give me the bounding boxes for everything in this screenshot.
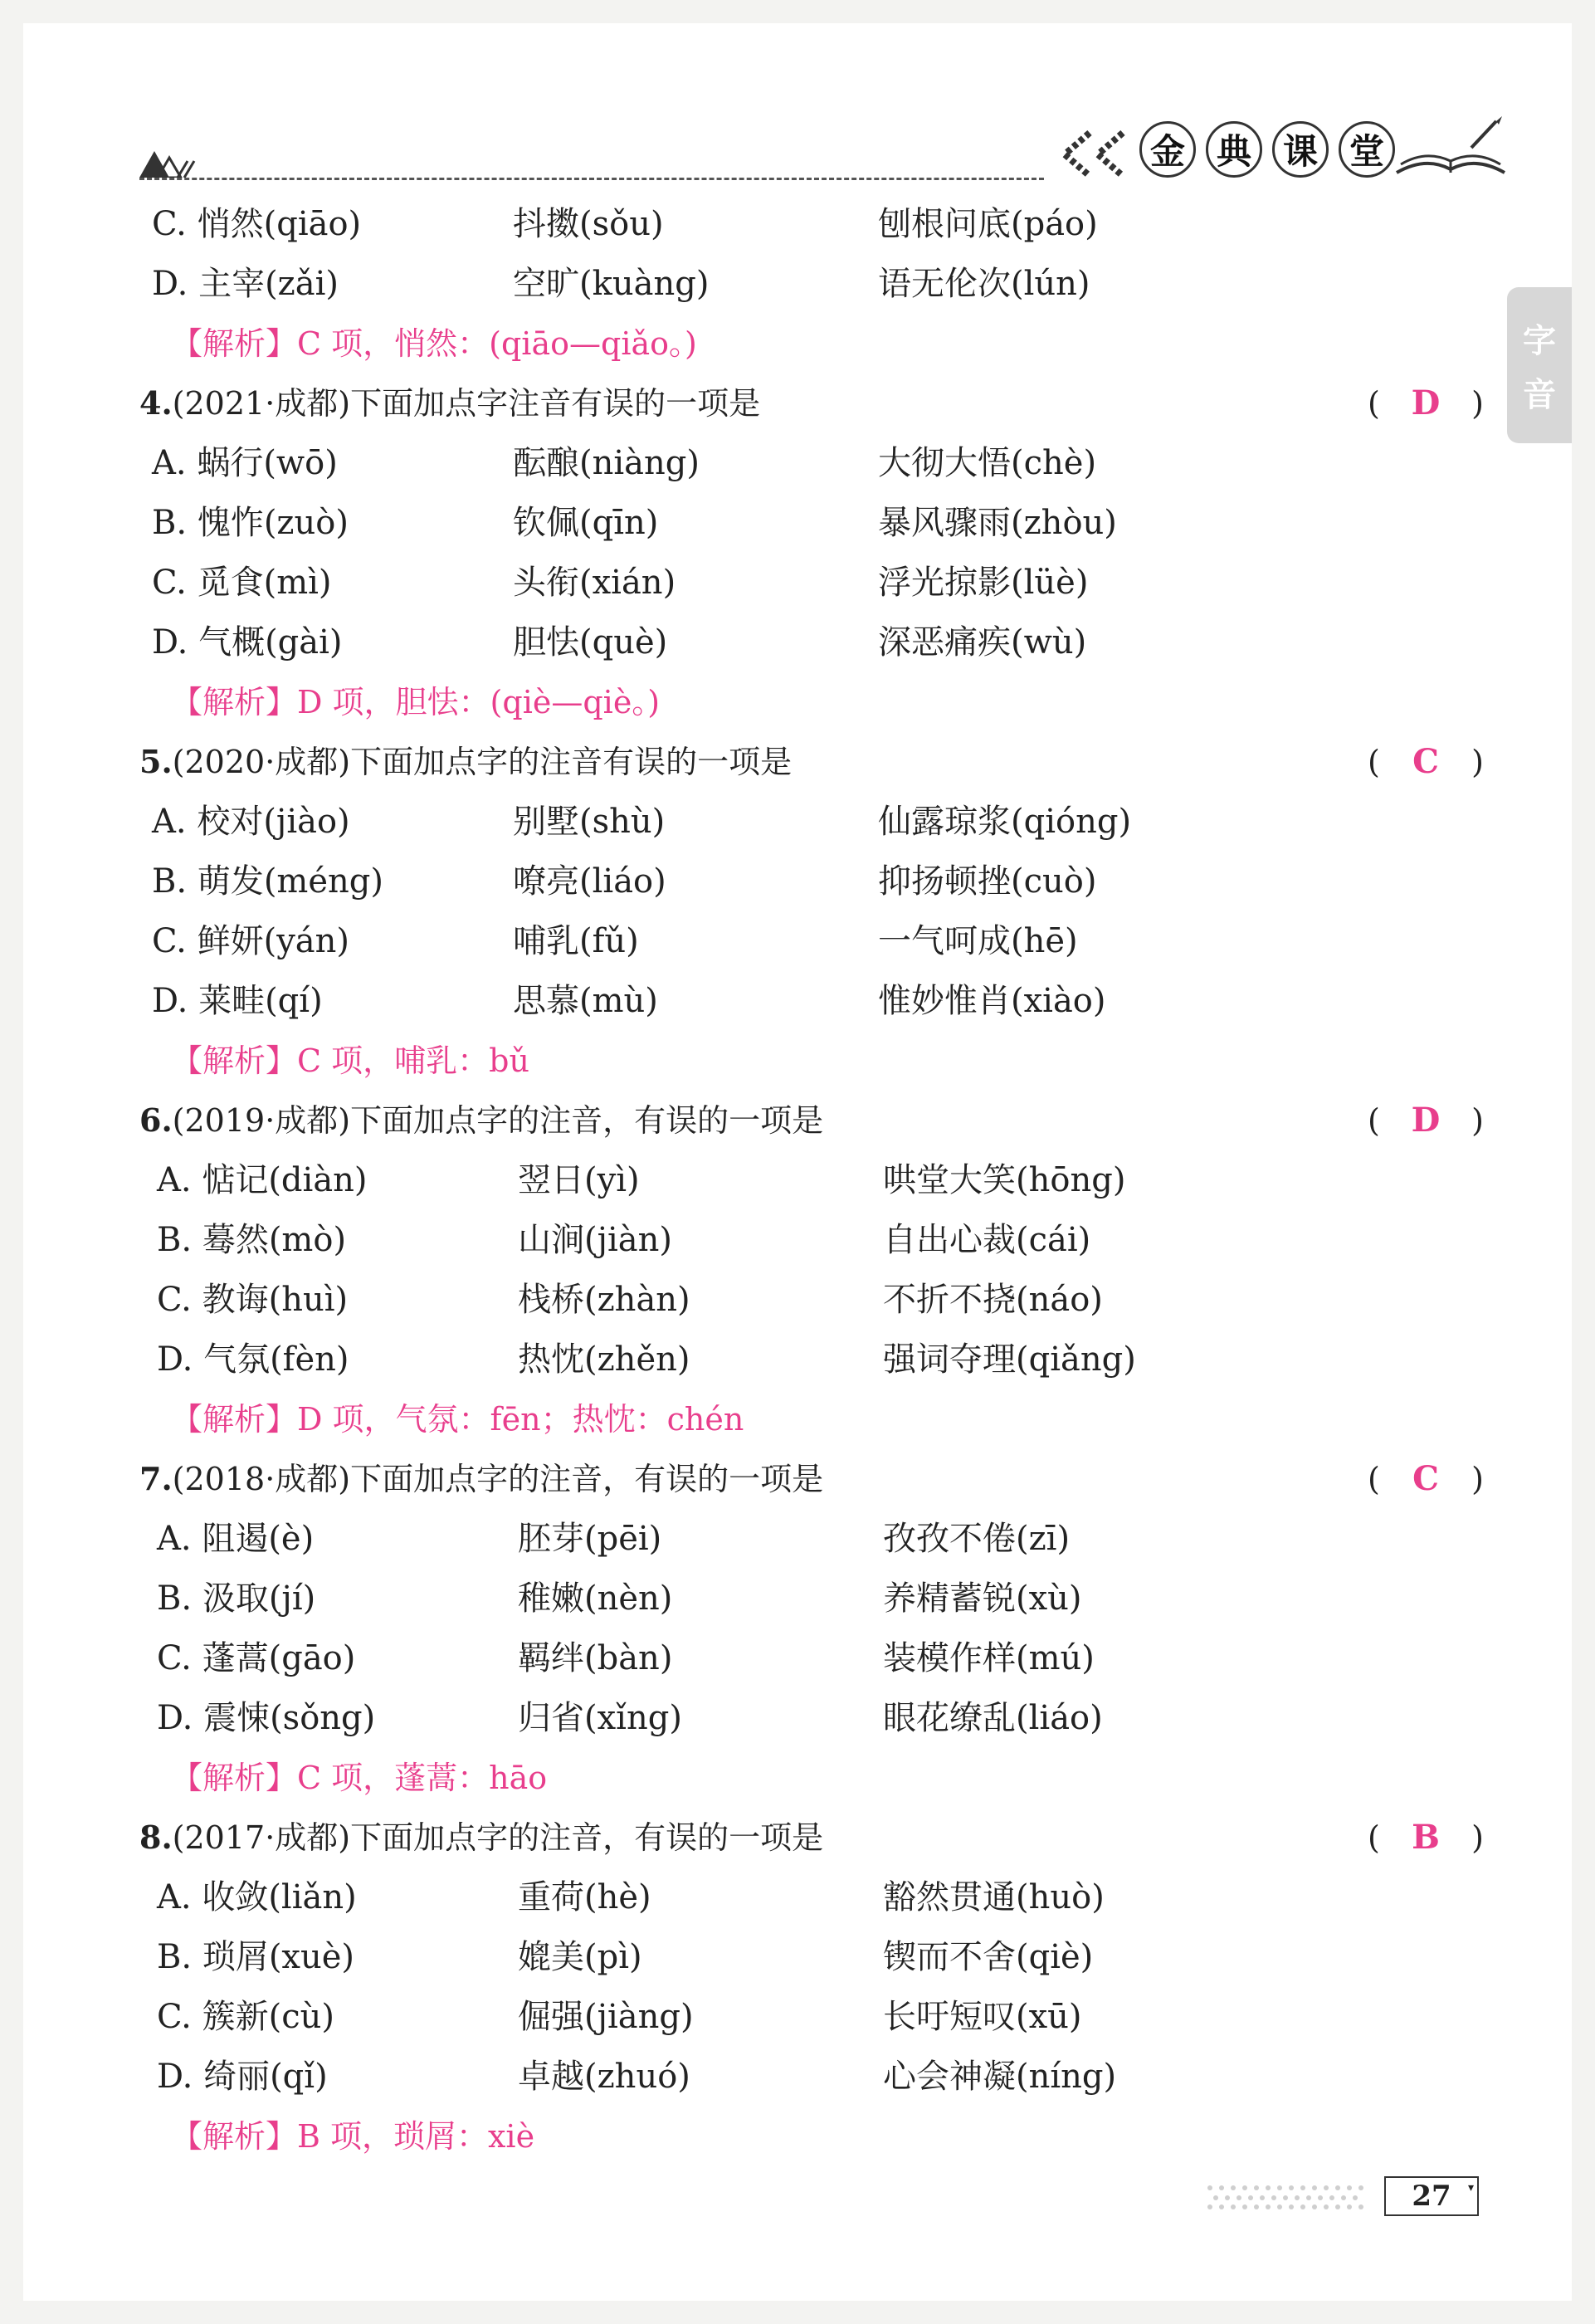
option-item: C. 簇新(cù) <box>157 1998 334 2036</box>
option-item: A. 蜗行(wō) <box>152 444 338 482</box>
option-item: 装模作样(mú) <box>883 1639 1095 1677</box>
answer-bracket <box>1368 1813 1484 1863</box>
option-item: 卓越(zhuó) <box>518 2058 690 2096</box>
option-item: B. 萌发(méng) <box>152 862 384 901</box>
option-item: 归省(xǐng) <box>518 1699 682 1737</box>
option-item: C. 觅食(mì) <box>152 564 332 602</box>
option-item: 强词夺理(qiǎng) <box>883 1340 1136 1379</box>
option-item: B. 愧怍(zuò) <box>152 504 349 542</box>
answer-letter: C <box>1412 742 1439 781</box>
option-item: D. 气氛(fèn) <box>157 1340 349 1379</box>
answer-bracket <box>1368 737 1484 787</box>
option-item: 胚芽(pēi) <box>518 1520 662 1558</box>
bracket-close: ) <box>1471 744 1484 780</box>
bracket-open: ( <box>1368 744 1380 780</box>
corner-mark-icon: ▾ <box>1467 2181 1474 2195</box>
answer-bracket <box>1368 378 1484 428</box>
option-item: 一气呵成(hē) <box>878 922 1078 960</box>
option-item: 仙露琼浆(qióng) <box>878 803 1132 841</box>
open-book-icon <box>1393 115 1509 181</box>
bracket-open: ( <box>1368 1102 1380 1139</box>
option-item: 暴风骤雨(zhòu) <box>878 504 1117 542</box>
answer-letter: C <box>1412 1459 1439 1498</box>
option-item: D. 莱畦(qí) <box>152 982 323 1020</box>
option-item: 重荷(hè) <box>518 1878 651 1916</box>
option-item: 心会神凝(níng) <box>883 2058 1117 2096</box>
option-item: 倔强(jiàng) <box>518 1998 694 2036</box>
option-item: 哺乳(fǔ) <box>513 922 639 960</box>
bracket-open: ( <box>1368 1461 1380 1497</box>
option-item: 别墅(shù) <box>513 803 666 841</box>
option-item: 豁然贯通(huò) <box>883 1878 1105 1916</box>
side-tab-char: 字 <box>1523 321 1556 360</box>
option-item: 抑扬顿挫(cuò) <box>878 862 1097 901</box>
question-number: 7. <box>139 1460 173 1497</box>
brand-char: 课 <box>1272 121 1329 178</box>
option-item: C. 悄然(qiāo) <box>152 205 362 243</box>
header-dashed-rule <box>139 178 1044 180</box>
bracket-open: ( <box>1368 385 1380 422</box>
option-item: 哄堂大笑(hōng) <box>883 1161 1126 1199</box>
option-item: 羁绊(bàn) <box>518 1639 673 1677</box>
option-item: D. 气概(gài) <box>152 623 343 662</box>
option-item: 媲美(pì) <box>518 1938 642 1976</box>
option-item: 自出心裁(cái) <box>883 1221 1091 1259</box>
option-item: 深恶痛疾(wù) <box>878 623 1087 662</box>
explanation: 【解析】C 项，哺乳：bǔ <box>171 1042 529 1079</box>
option-item: 抖擞(sǒu) <box>513 205 664 243</box>
answer-letter: D <box>1411 1101 1441 1140</box>
explanation: 【解析】B 项，琐屑：xiè <box>171 2118 535 2155</box>
option-item: 思慕(mù) <box>513 982 658 1020</box>
option-item: D. 主宰(zǎi) <box>152 265 339 303</box>
question-number: 8. <box>139 1819 173 1856</box>
option-item: 嘹亮(liáo) <box>513 862 666 901</box>
answer-bracket <box>1368 1454 1484 1504</box>
option-item: 热忱(zhěn) <box>518 1340 690 1379</box>
question-number: 6. <box>139 1101 173 1139</box>
bracket-close: ) <box>1471 1819 1484 1856</box>
option-item: A. 惦记(diàn) <box>157 1161 368 1199</box>
option-item: 惟妙惟肖(xiào) <box>878 982 1106 1020</box>
option-item: 翌日(yì) <box>518 1161 640 1199</box>
question-text: (2021·成都)下面加点字注音有误的一项是 <box>172 385 761 422</box>
option-item: 山涧(jiàn) <box>518 1221 673 1259</box>
option-item: 大彻大悟(chè) <box>878 444 1097 482</box>
question-stem <box>139 1454 1484 1504</box>
bracket-close: ) <box>1471 1102 1484 1139</box>
option-item: 酝酿(niàng) <box>513 444 700 482</box>
option-item: A. 阻遏(è) <box>157 1520 315 1558</box>
option-item: 空旷(kuàng) <box>513 265 710 303</box>
question-number: 4. <box>139 384 173 422</box>
option-item: 头衔(xián) <box>513 564 676 602</box>
question-text: (2017·成都)下面加点字的注音，有误的一项是 <box>172 1819 824 1856</box>
option-item: B. 蓦然(mò) <box>157 1221 347 1259</box>
option-item: C. 鲜妍(yán) <box>152 922 350 960</box>
option-item: D. 震悚(sǒng) <box>157 1699 376 1737</box>
question-text: (2020·成都)下面加点字的注音有误的一项是 <box>172 744 793 780</box>
bracket-close: ) <box>1471 385 1484 422</box>
mountain-icon <box>139 148 198 178</box>
side-tab-char: 音 <box>1523 375 1556 414</box>
workbook-page <box>23 23 1572 2301</box>
option-item: 钦佩(qīn) <box>513 504 659 542</box>
option-item: A. 收敛(liǎn) <box>157 1878 357 1916</box>
option-item: 胆怯(què) <box>513 623 668 662</box>
double-chevron-left-icon <box>1056 129 1131 179</box>
option-item: B. 汲取(jí) <box>157 1579 316 1618</box>
brand-char: 堂 <box>1339 121 1395 178</box>
explanation: 【解析】C 项，蓬蒿：hāo <box>171 1760 548 1796</box>
option-item: 孜孜不倦(zī) <box>883 1520 1071 1558</box>
footer-dot-pattern <box>1202 2181 1368 2209</box>
answer-letter: D <box>1411 383 1441 422</box>
question-number: 5. <box>139 743 173 780</box>
answer-bracket <box>1368 1096 1484 1145</box>
brand-char: 典 <box>1206 121 1262 178</box>
option-item: 语无伦次(lún) <box>878 265 1090 303</box>
question-text: (2019·成都)下面加点字的注音，有误的一项是 <box>172 1102 824 1139</box>
option-item: 不折不挠(náo) <box>883 1281 1103 1319</box>
section-side-tab <box>1507 287 1572 443</box>
question-stem <box>139 1096 1484 1145</box>
question-stem <box>139 378 1484 428</box>
page-number: 27 <box>1412 2180 1451 2213</box>
option-item: B. 琐屑(xuè) <box>157 1938 355 1976</box>
brand-char: 金 <box>1139 121 1196 178</box>
question-text: (2018·成都)下面加点字的注音，有误的一项是 <box>172 1461 824 1497</box>
explanation: 【解析】D 项，胆怯：(qiè—qiè。) <box>171 684 661 720</box>
question-stem <box>139 1813 1484 1863</box>
option-item: 眼花缭乱(liáo) <box>883 1699 1103 1737</box>
question-stem <box>139 737 1484 787</box>
option-item: 长吁短叹(xū) <box>883 1998 1082 2036</box>
bracket-close: ) <box>1471 1461 1484 1497</box>
option-item: 浮光掠影(lüè) <box>878 564 1089 602</box>
bracket-open: ( <box>1368 1819 1380 1856</box>
option-item: 刨根问底(páo) <box>878 205 1098 243</box>
option-item: A. 校对(jiào) <box>152 803 350 841</box>
option-item: 锲而不舍(qiè) <box>883 1938 1094 1976</box>
option-item: 栈桥(zhàn) <box>518 1281 690 1319</box>
answer-letter: B <box>1412 1818 1440 1857</box>
option-item: D. 绮丽(qǐ) <box>157 2058 328 2096</box>
option-item: 养精蓄锐(xù) <box>883 1579 1082 1618</box>
option-item: C. 教诲(huì) <box>157 1281 349 1319</box>
option-item: 稚嫩(nèn) <box>518 1579 673 1618</box>
page-number-box <box>1384 2176 1479 2216</box>
explanation: 【解析】D 项，气氛：fēn；热忱：chén <box>171 1401 744 1438</box>
explanation: 【解析】C 项，悄然：(qiāo—qiǎo。) <box>171 325 697 362</box>
brand-title <box>1139 121 1395 178</box>
option-item: C. 蓬蒿(gāo) <box>157 1639 356 1677</box>
